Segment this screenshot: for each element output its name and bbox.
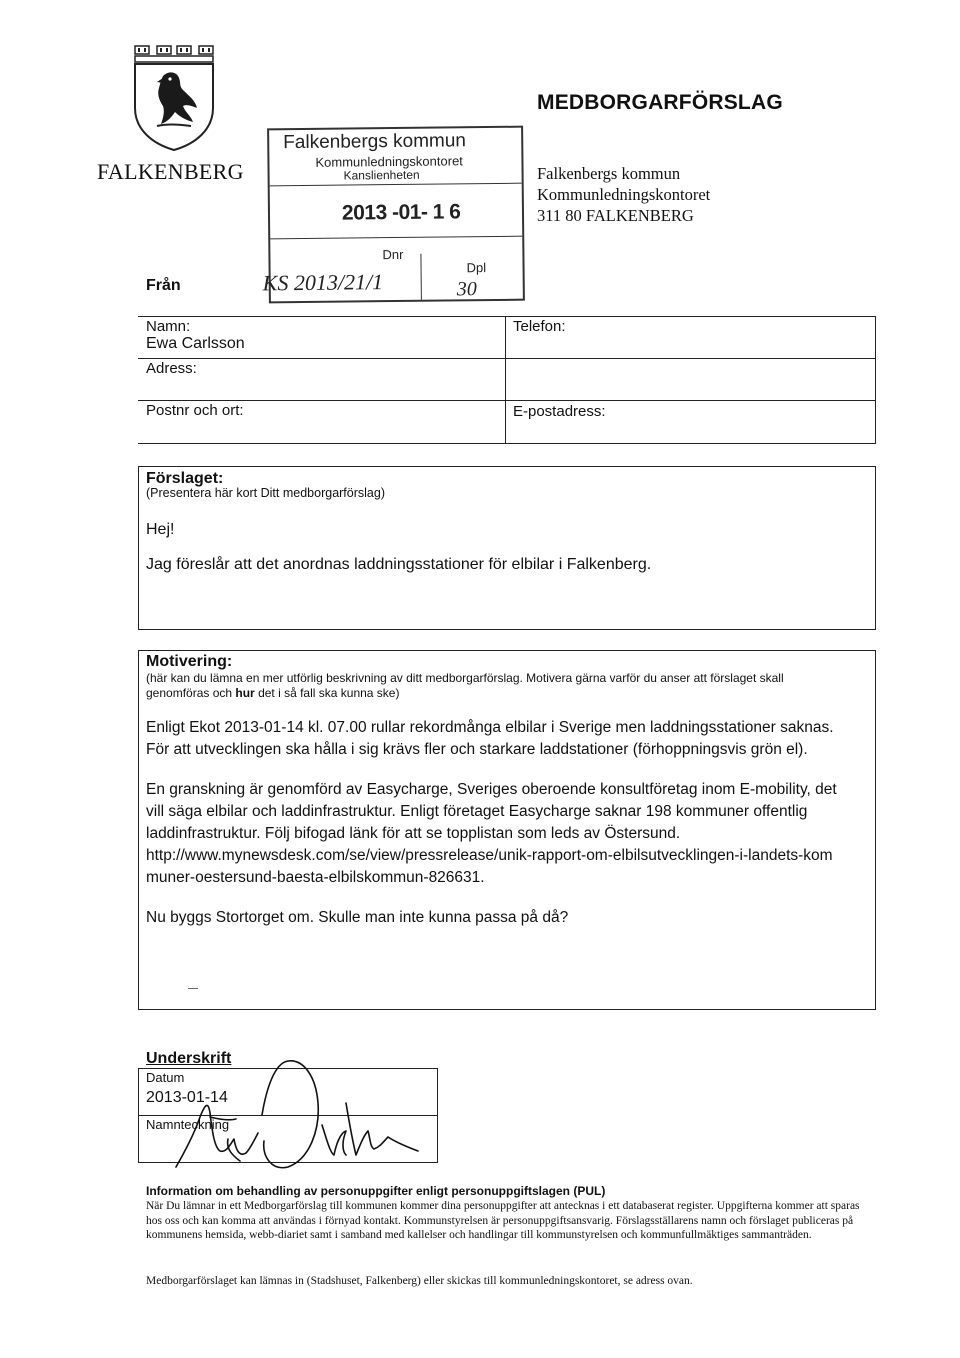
from-table [138,316,876,444]
proposal-heading: Förslaget: [146,470,224,487]
postal-label: Postnr och ort: [146,402,244,419]
stamp-dpl-value: 30 [456,278,477,301]
email-label: E-postadress: [513,403,606,420]
registry-stamp [262,126,525,304]
signature-date-label: Datum [146,1070,185,1085]
signature-date-value: 2013-01-14 [146,1089,228,1106]
stamp-dnr-label: Dnr [382,246,404,263]
motivation-link[interactable]: http://www.mynewsdesk.com/se/view/pressrelease/unik-rapport-om-elbilsutvecklingen-i-landets-kom [146,847,833,864]
form-title: MEDBORGARFÖRSLAG [537,91,783,114]
info-footer: Medborgarförslaget kan lämnas in (Stadshuset, Falkenberg) eller skickas till kommunledningskontoret, se adress ovan. [146,1275,693,1287]
motivation-hint-2: genomföras och hur det i så fall ska kunna ske) [146,686,400,700]
from-heading: Från [146,277,181,294]
address-line-1: Falkenbergs kommun [537,164,681,183]
stamp-dpl-label: Dpl [466,260,487,276]
coat-of-arms [133,42,215,152]
motivation-hint-1: (här kan du lämna en mer utförlig beskrivning av ditt medborgarförslag. Motivera gärna varför du anser att förslaget skall [146,671,784,685]
stamp-org: Falkenbergs kommun [283,130,467,154]
stamp-date: 2013 -01- 1 6 [341,200,461,225]
phone-label: Telefon: [513,318,566,335]
proposal-hint: (Presentera här kort Ditt medborgarförslag) [146,486,385,500]
address-label: Adress: [146,360,197,377]
municipality-logo-text: FALKENBERG [97,159,244,184]
address-line-2: Kommunledningskontoret [537,185,711,204]
motivation-heading: Motivering: [146,653,233,670]
stamp-office: Kommunledningskontoret [315,153,463,170]
motivation-paragraph-3: Nu byggs Stortorget om. Skulle man inte kunna passa på då? [146,909,569,926]
address-block [537,163,710,226]
name-field[interactable]: Ewa Carlsson [146,335,245,352]
info-heading: Information om behandling av personuppgifter enligt personuppgiftslagen (PUL) [146,1184,606,1198]
motivation-paragraph-1: Enligt Ekot 2013-01-14 kl. 07.00 rullar rekordmånga elbilar i Sverige men laddningsstationer saknas. För att utvecklingen ska hålla i sig krävs fler och starkare laddstationer (förhoppningsvis grön el). [146,719,834,758]
address-line-3: 311 80 FALKENBERG [537,206,694,225]
info-text: När Du lämnar in ett Medborgarförslag till kommunen kommer dina personuppgifter att antecknas i ett databaserat register. Uppgifterna kommer att sparas hos oss och kan komma att användas i förnyad kontakt. Kommunstyrelsen är personuppgiftsansvarig. Förslagsställarens namn och förslaget publiceras på kommunens hemsida, webb-diariet samt i samband med kallelser och handlingar till kommunstyrelsen och kommunfullmäktiges sammanträden. [146,1200,860,1241]
signature-name-label: Namnteckning [146,1117,230,1132]
stamp-dnr-value: KS 2013/21/1 [262,269,384,296]
handwritten-signature [170,1055,430,1175]
proposal-text: Jag föreslår att det anordnas laddningsstationer för elbilar i Falkenberg. [146,556,652,573]
proposal-greeting: Hej! [146,521,175,538]
name-label: Namn: [146,318,191,335]
motivation-paragraph-2: En granskning är genomförd av Easycharge, Sveriges oberoende konsultföretag inom E-mobility, det vill säga elbilar och laddinfrastruktur. Enligt företaget Easycharge saknar 198 kommuner offentlig laddinfrastruktur. Följ bifogad länk för att se topplistan som leds av Östersund. http://www.mynewsdesk.com/se/view/pressrelease/unik-rapport-om-elbilsutvecklingen-i-landets-kom muner-oestersund-baesta-elbilskommun-826631. [146,781,837,886]
signature-heading: Underskrift [146,1050,232,1067]
stamp-unit: Kanslienheten [343,167,420,183]
